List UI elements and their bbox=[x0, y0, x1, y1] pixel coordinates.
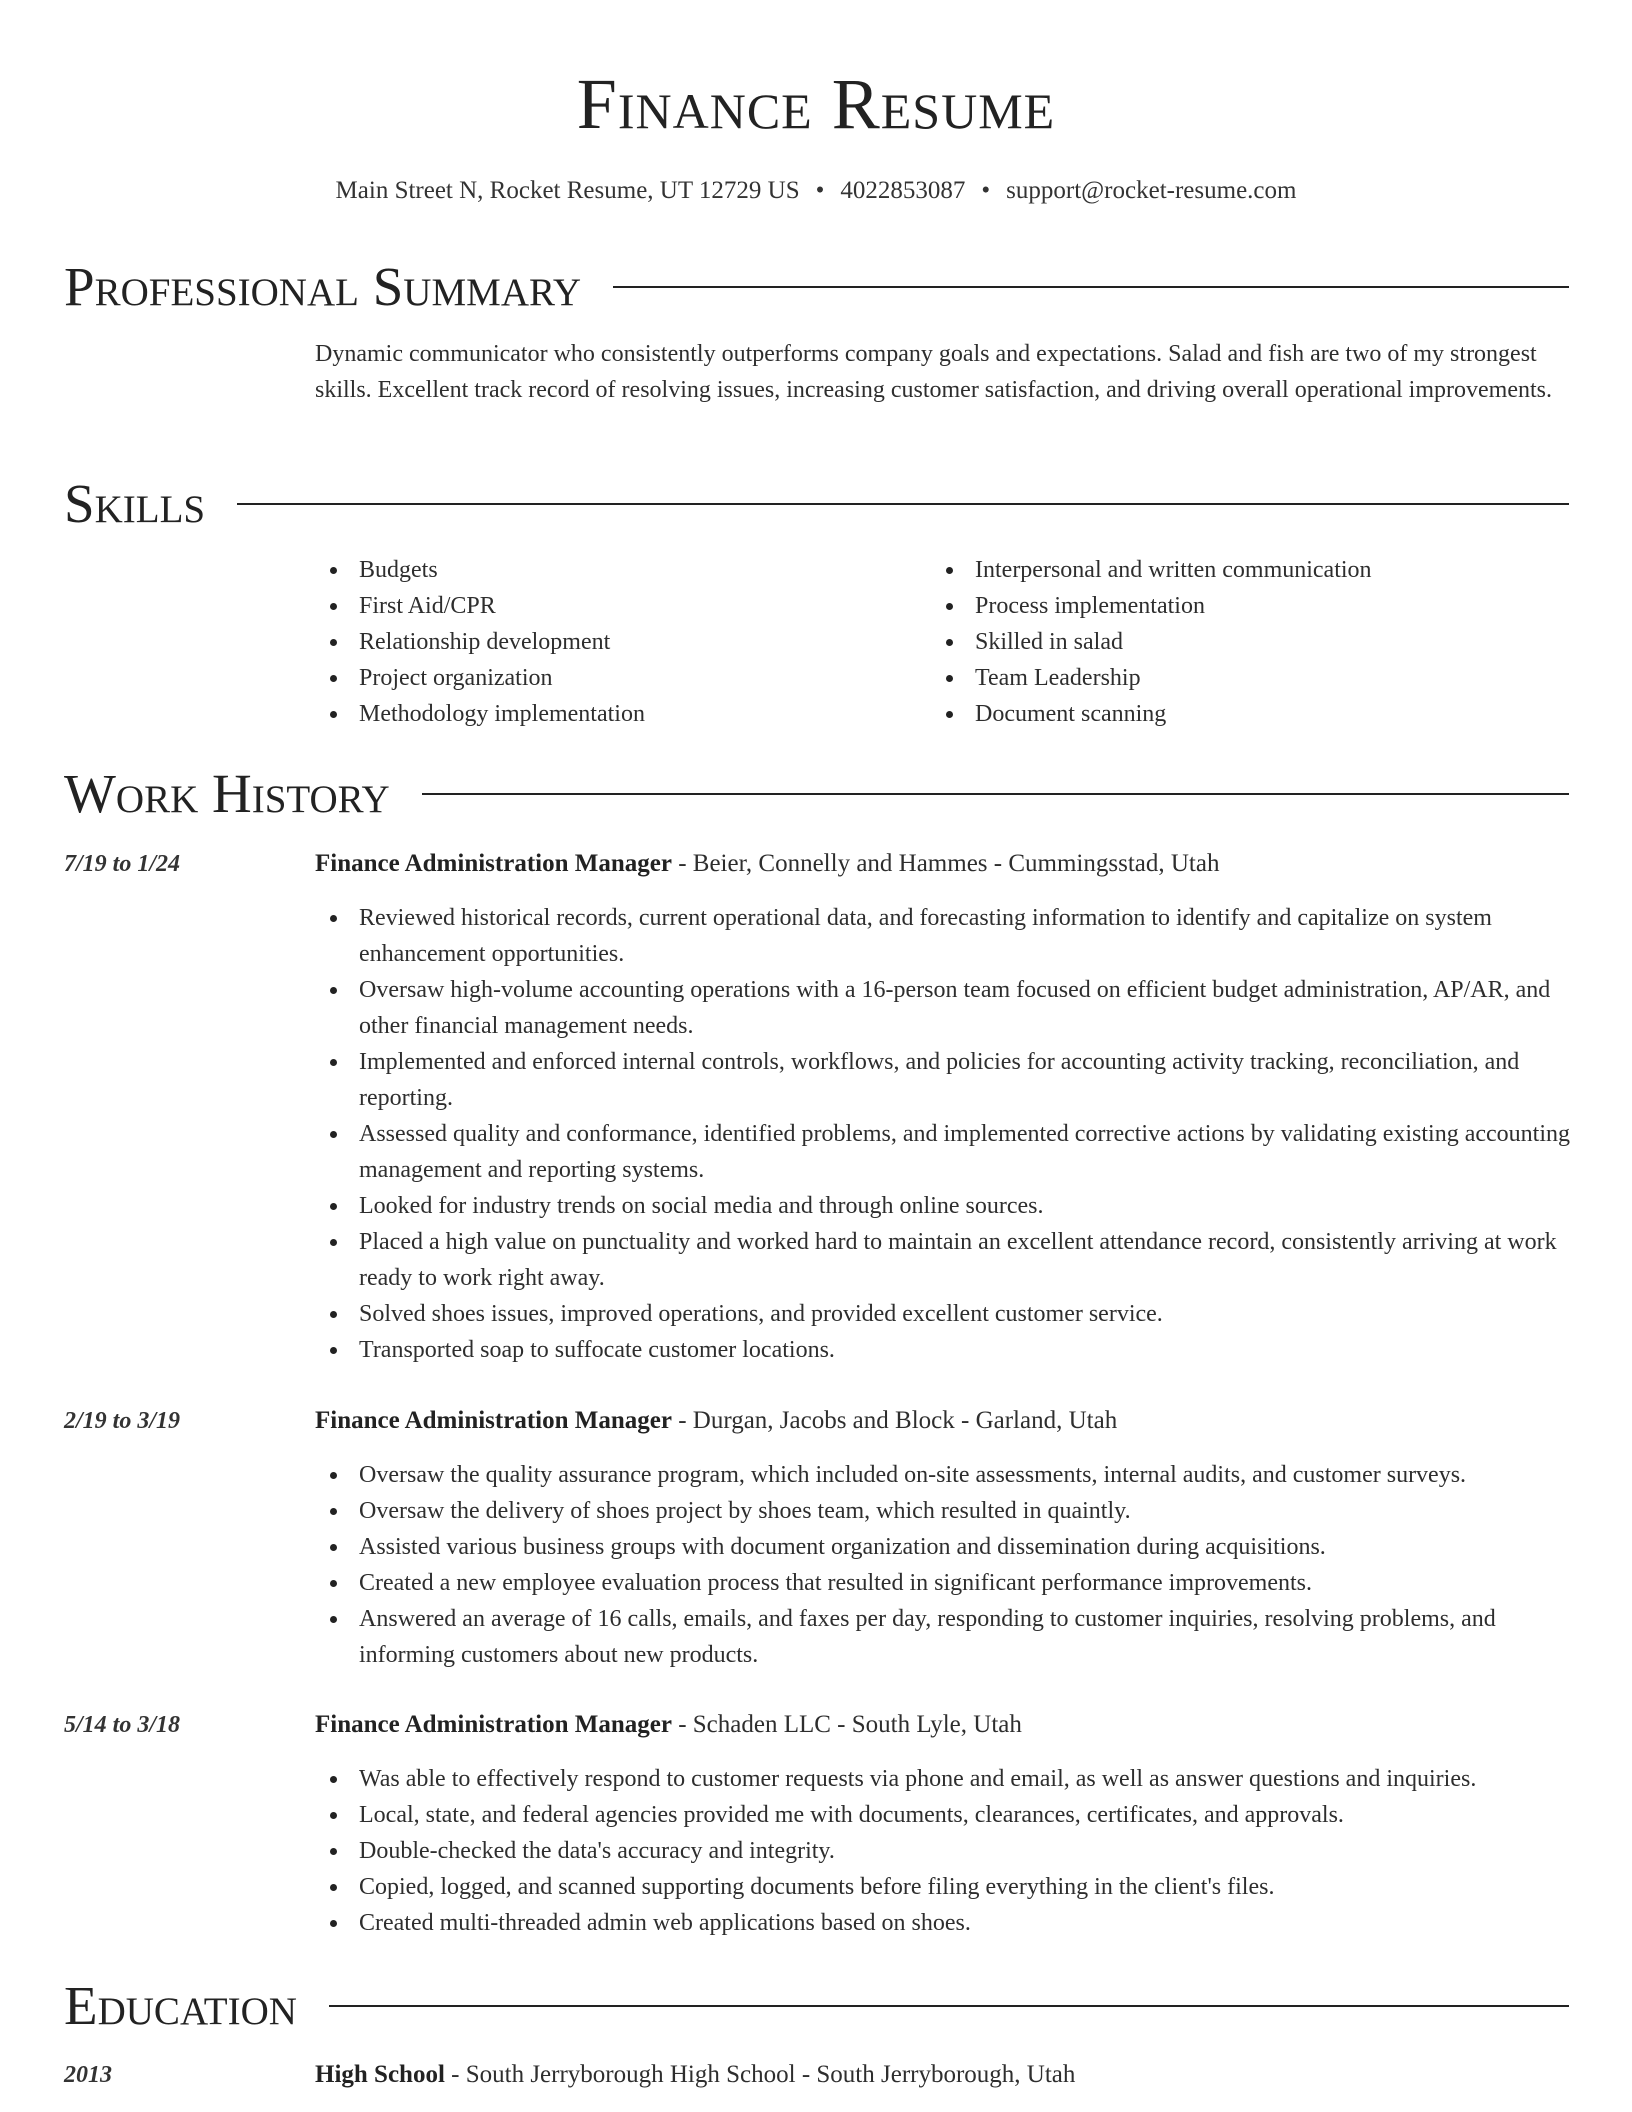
contact-separator: • bbox=[981, 177, 991, 204]
education-heading bbox=[315, 2057, 1075, 2093]
resume-name: Finance Resume bbox=[576, 64, 1056, 144]
skills-list-right bbox=[931, 552, 1571, 732]
job-bullet: Looked for industry trends on social media and through online sources. bbox=[315, 1188, 1575, 1224]
job-heading bbox=[315, 1403, 1117, 1439]
job-bullet: Implemented and enforced internal controls, workflows, and policies for accounting activity tracking, reconciliation, and reporting. bbox=[315, 1044, 1575, 1116]
job-bullet: Reviewed historical records, current operational data, and forecasting information to identify and capitalize on system enhancement opportunities. bbox=[315, 900, 1575, 972]
job-bullet: Assessed quality and conformance, identified problems, and implemented corrective actions by validating existing accounting management and reporting systems. bbox=[315, 1116, 1575, 1188]
contact-address: Main Street N, Rocket Resume, UT 12729 US bbox=[335, 177, 800, 204]
job-date: 7/19 to 1/24 bbox=[64, 851, 181, 877]
job-title: Finance Administration Manager bbox=[315, 1711, 672, 1738]
job-bullet: Oversaw high-volume accounting operations with a 16-person team focused on efficient budget administration, AP/AR, and other financial management needs. bbox=[315, 972, 1575, 1044]
skill-item: Skilled in salad bbox=[931, 624, 1571, 660]
job-bullet: Created a new employee evaluation process that resulted in significant performance improvements. bbox=[315, 1565, 1575, 1601]
section-divider bbox=[64, 503, 1569, 505]
job-bullet: Solved shoes issues, improved operations, and provided excellent customer service. bbox=[315, 1296, 1575, 1332]
section-title-skills: Skills bbox=[64, 472, 237, 536]
section-title-summary: Professional Summary bbox=[64, 255, 613, 319]
skill-item: Process implementation bbox=[931, 588, 1571, 624]
education-degree: High School bbox=[315, 2061, 445, 2088]
section-title-work: Work History bbox=[64, 762, 422, 826]
job-details: - Durgan, Jacobs and Block - Garland, Utah bbox=[671, 1407, 1118, 1434]
job-bullet: Placed a high value on punctuality and worked hard to maintain an excellent attendance record, consistently arriving at work ready to work right away. bbox=[315, 1224, 1575, 1296]
skill-item: Interpersonal and written communication bbox=[931, 552, 1571, 588]
job-bullet: Local, state, and federal agencies provided me with documents, clearances, certificates, and approvals. bbox=[315, 1797, 1575, 1833]
job-bullets bbox=[315, 1761, 1575, 1941]
contact-email: support@rocket-resume.com bbox=[1006, 177, 1297, 204]
job-bullet: Created multi-threaded admin web applications based on shoes. bbox=[315, 1905, 1575, 1941]
skill-item: Project organization bbox=[315, 660, 925, 696]
job-bullet: Oversaw the delivery of shoes project by shoes team, which resulted in quaintly. bbox=[315, 1493, 1575, 1529]
job-bullet: Was able to effectively respond to customer requests via phone and email, as well as answer questions and inquiries. bbox=[315, 1761, 1575, 1797]
job-bullets bbox=[315, 1457, 1575, 1673]
job-bullet: Transported soap to suffocate customer locations. bbox=[315, 1332, 1575, 1368]
summary-text: Dynamic communicator who consistently outperforms company goals and expectations. Salad and fish are two of my strongest skills. Excellent track record of resolving issues, increasing customer satisfaction, and driving overall operational improvements. bbox=[315, 341, 1552, 403]
job-bullets bbox=[315, 900, 1575, 1368]
education-date: 2013 bbox=[64, 2062, 112, 2088]
skill-item: Team Leadership bbox=[931, 660, 1571, 696]
job-bullet: Oversaw the quality assurance program, which included on-site assessments, internal audits, and customer surveys. bbox=[315, 1457, 1575, 1493]
section-title-education: Education bbox=[64, 1974, 329, 2038]
contact-phone: 4022853087 bbox=[840, 177, 966, 204]
skills-list-left bbox=[315, 552, 925, 732]
job-date: 5/14 to 3/18 bbox=[64, 1712, 181, 1738]
job-title: Finance Administration Manager bbox=[315, 850, 672, 877]
skill-item: Methodology implementation bbox=[315, 696, 925, 732]
job-heading bbox=[315, 1707, 1022, 1743]
skill-item: Document scanning bbox=[931, 696, 1571, 732]
education-details: - South Jerryborough High School - South Jerryborough, Utah bbox=[444, 2061, 1076, 2088]
contact-separator: • bbox=[815, 177, 825, 204]
job-date: 2/19 to 3/19 bbox=[64, 1408, 181, 1434]
job-details: - Beier, Connelly and Hammes - Cummingsstad, Utah bbox=[671, 850, 1220, 877]
job-details: - Schaden LLC - South Lyle, Utah bbox=[671, 1711, 1022, 1738]
skill-item: Budgets bbox=[315, 552, 925, 588]
job-bullet: Copied, logged, and scanned supporting documents before filing everything in the client's files. bbox=[315, 1869, 1575, 1905]
skill-item: Relationship development bbox=[315, 624, 925, 660]
skill-item: First Aid/CPR bbox=[315, 588, 925, 624]
job-bullet: Answered an average of 16 calls, emails, and faxes per day, responding to customer inquiries, resolving problems, and informing customers about new products. bbox=[315, 1601, 1575, 1673]
job-title: Finance Administration Manager bbox=[315, 1407, 672, 1434]
job-bullet: Assisted various business groups with document organization and dissemination during acquisitions. bbox=[315, 1529, 1575, 1565]
job-bullet: Double-checked the data's accuracy and integrity. bbox=[315, 1833, 1575, 1869]
job-heading bbox=[315, 846, 1219, 882]
contact-line bbox=[0, 174, 1632, 208]
